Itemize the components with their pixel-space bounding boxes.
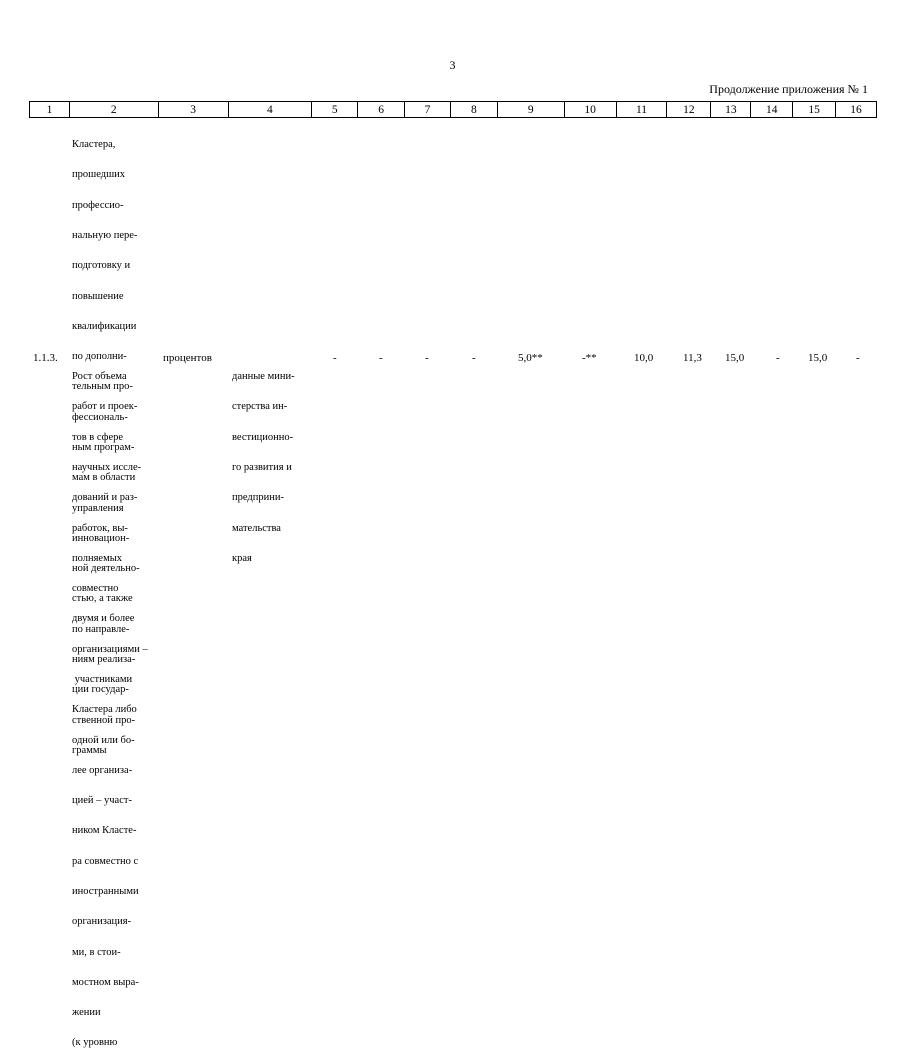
text-line: полняемых <box>72 552 123 564</box>
page-number: 3 <box>449 58 456 72</box>
text-line: (к уровню <box>72 1037 118 1049</box>
text-line: Рост объема <box>72 371 127 383</box>
text-line: тельным про- <box>72 381 133 393</box>
text-line: по направле- <box>72 623 130 635</box>
text-line: стерства ин- <box>232 401 288 413</box>
appendix-continuation-label: Продолжение приложения № 1 <box>709 82 868 96</box>
text-line: управления <box>72 502 124 514</box>
text-line: организациями – <box>72 643 148 655</box>
value-col-11: 10,0 <box>634 352 654 364</box>
column-header-4: 4 <box>229 102 313 117</box>
text-line: мостном выра- <box>72 976 139 988</box>
text-line: тов в сфере <box>72 431 124 443</box>
value-col-9: 5,0** <box>518 352 543 364</box>
text-line: жении <box>72 1007 101 1019</box>
text-line: ми, в стои- <box>72 946 121 958</box>
text-line: ниям реализа- <box>72 653 136 665</box>
text-line: совместно <box>72 583 119 595</box>
value-col-13: 15,0 <box>725 352 745 364</box>
text-line: лее организа- <box>72 764 133 776</box>
column-header-12: 12 <box>667 102 711 117</box>
text-line: ственной про- <box>72 714 136 726</box>
text-line: организация- <box>72 916 132 928</box>
text-line: иностранными <box>72 885 139 897</box>
text-line: участниками <box>72 674 133 685</box>
column-header-1: 1 <box>30 102 70 117</box>
column-header-9: 9 <box>498 102 565 117</box>
text-line: квалификации <box>72 320 137 332</box>
value-col-10: -** <box>582 352 597 364</box>
row-unit: процентов <box>163 352 212 364</box>
column-header-3: 3 <box>159 102 229 117</box>
text-line: вестиционно- <box>232 431 294 443</box>
text-line: го развития и <box>232 462 292 474</box>
row-data-source <box>232 352 295 574</box>
text-line: Кластера либо <box>72 704 137 716</box>
text-line: края <box>232 552 252 564</box>
text-line: ником Класте- <box>72 825 137 837</box>
column-header-15: 15 <box>793 102 836 117</box>
text-line: работок, вы- <box>72 522 128 534</box>
column-header-13: 13 <box>711 102 751 117</box>
column-header-2: 2 <box>70 102 159 117</box>
text-line: научных иссле- <box>72 462 142 474</box>
text-line: фессиональ- <box>72 411 128 423</box>
text-line: профессио- <box>72 199 124 211</box>
row-number: 1.1.3. <box>33 352 58 364</box>
text-line: одной или бо- <box>72 734 135 746</box>
value-col-16: - <box>856 352 860 364</box>
text-line: Кластера, <box>72 139 116 151</box>
text-line: двумя и более <box>72 613 135 625</box>
text-line: по дополни- <box>72 351 127 363</box>
value-col-15: 15,0 <box>808 352 828 364</box>
column-header-14: 14 <box>751 102 793 117</box>
text-line: прошедших <box>72 169 126 181</box>
column-header-11: 11 <box>617 102 668 117</box>
text-line: работ и проек- <box>72 401 138 413</box>
text-line: цией – участ- <box>72 795 132 807</box>
row-indicator-text <box>72 352 148 1059</box>
text-line: ным програм- <box>72 442 135 453</box>
text-line: мательства <box>232 522 281 534</box>
text-line: подготовку и <box>72 260 131 272</box>
text-line: мам в области <box>72 472 136 484</box>
text-line: предприни- <box>232 492 284 504</box>
value-col-6: - <box>379 352 383 364</box>
text-line: стью, а также <box>72 593 133 605</box>
value-col-14: - <box>776 352 780 364</box>
text-line: нальную пере- <box>72 230 138 242</box>
text-line: граммы <box>72 744 107 756</box>
text-line: ной деятельно- <box>72 563 140 575</box>
column-header-10: 10 <box>565 102 617 117</box>
column-header-8: 8 <box>451 102 498 117</box>
text-line: дований и раз- <box>72 492 138 504</box>
text-line: ра совместно с <box>72 855 139 867</box>
column-header-5: 5 <box>312 102 358 117</box>
text-line: данные мини- <box>232 371 295 383</box>
value-col-7: - <box>425 352 429 364</box>
value-col-5: - <box>333 352 337 364</box>
table-column-number-row <box>29 101 877 118</box>
column-header-7: 7 <box>405 102 451 117</box>
text-line: инновацион- <box>72 532 130 544</box>
value-col-8: - <box>472 352 476 364</box>
column-header-6: 6 <box>358 102 405 117</box>
text-line: ции государ- <box>72 684 129 696</box>
column-header-16: 16 <box>850 103 862 116</box>
text-line: повышение <box>72 290 124 302</box>
value-col-12: 11,3 <box>683 352 702 364</box>
